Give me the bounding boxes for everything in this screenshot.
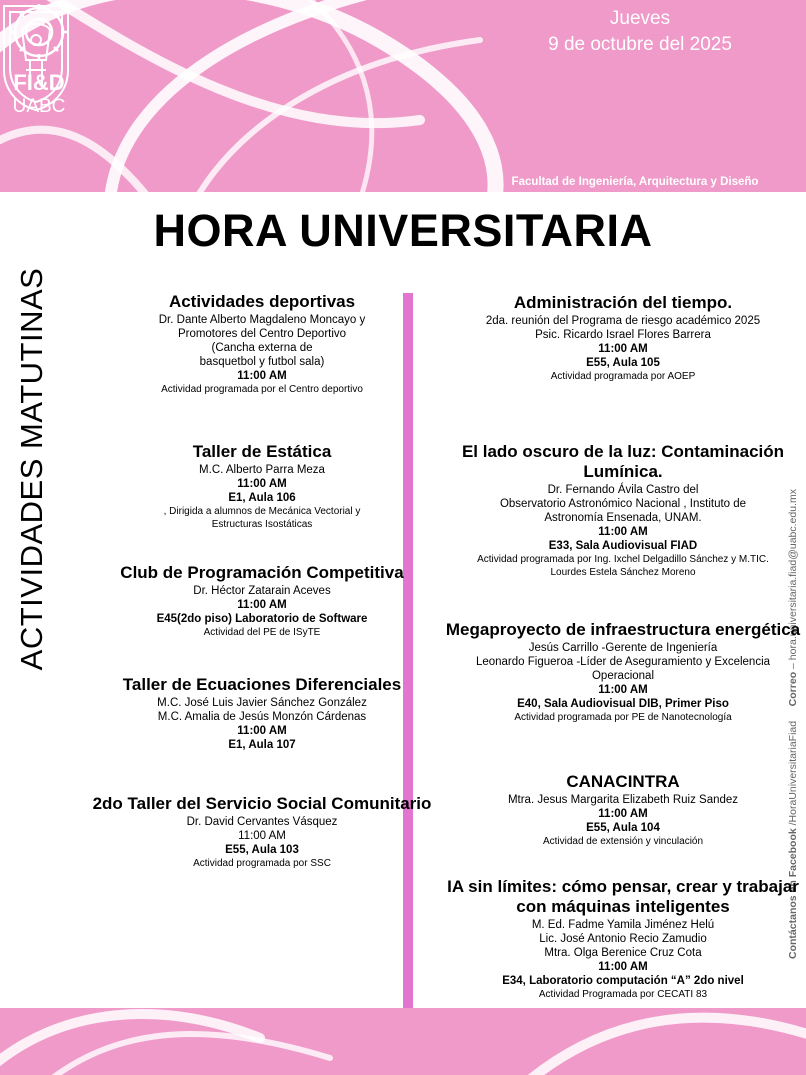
event-block (443, 772, 803, 848)
event-note: Actividad programada por PE de Nanotecnología (514, 712, 732, 723)
event-title: Administración del tiempo. (513, 293, 733, 312)
event-time-place: 11:00 AM (598, 343, 648, 355)
event-time-place: E1, Aula 106 (228, 492, 296, 504)
event-detail: Dr. Héctor Zatarain Aceves (193, 585, 331, 597)
event-note: , Dirigida a alumnos de Mecánica Vectorial y (163, 506, 361, 517)
event-note: Actividad programada por Ing. Ixchel Delgadillo Sánchez y M.TIC. (477, 554, 769, 565)
footer-band (0, 1008, 806, 1075)
event-title: Club de Programación Competitiva (120, 563, 404, 582)
event-title: Megaproyecto de infraestructura energética (445, 620, 801, 639)
email-label: Correo (787, 671, 799, 707)
header-band (0, 0, 806, 192)
event-detail: basquetbol y futbol sala) (199, 356, 325, 368)
event-title: Taller de Estática (192, 442, 332, 461)
decorative-swirls-bottom (0, 1008, 806, 1075)
event-time-place: E40, Sala Audiovisual DIB, Primer Piso (517, 698, 729, 710)
email-address: hora.universitaria.fiad@uabc.edu.mx (787, 489, 799, 661)
event-block (82, 675, 442, 752)
event-detail: M.C. Amalia de Jesús Monzón Cárdenas (157, 711, 367, 723)
faculty-name: Facultad de Ingeniería, Arquitectura y Diseño (511, 176, 759, 188)
event-block (443, 877, 803, 1001)
event-title: CANACINTRA (566, 772, 680, 791)
event-time-place: 11:00 AM (598, 526, 648, 538)
event-note: Actividad de extensión y vinculación (542, 836, 704, 847)
event-time-place: E1, Aula 107 (228, 739, 296, 751)
event-detail: Mtra. Olga Berenice Cruz Cota (544, 947, 702, 959)
event-detail: Observatorio Astronómico Nacional , Instituto de (499, 498, 747, 510)
event-time-place: 11:00 AM (237, 725, 287, 737)
event-date: 9 de octubre del 2025 (548, 34, 732, 55)
event-detail: 11:00 AM (238, 830, 286, 842)
event-time-place: E45(2do piso) Laboratorio de Software (156, 613, 368, 625)
event-block (82, 292, 442, 396)
fiad-uabc-logo (0, 0, 78, 116)
logo-text-bottom: UABC (12, 96, 66, 116)
event-title: 2do Taller del Servicio Social Comunitario (92, 794, 432, 813)
event-day: Jueves (609, 8, 671, 29)
event-title: El lado oscuro de la luz: Contaminación Lumínica. (461, 442, 785, 481)
event-block (82, 794, 442, 870)
event-title: Taller de Ecuaciones Diferenciales (122, 675, 402, 694)
event-detail: Promotores del Centro Deportivo (177, 328, 347, 340)
event-detail: (Cancha externa de (211, 342, 313, 354)
event-time-place: 11:00 AM (598, 961, 648, 973)
event-note: Actividad programada por SSC (193, 858, 331, 869)
event-time-place: E55, Aula 105 (586, 357, 660, 369)
event-detail: Dr. Fernando Ávila Castro del (547, 484, 699, 496)
event-time-place: 11:00 AM (598, 684, 648, 696)
event-time-place: E55, Aula 104 (586, 822, 660, 834)
event-block (443, 293, 803, 383)
email-sep: – (787, 660, 799, 669)
event-detail: Psic. Ricardo Israel Flores Barrera (535, 329, 711, 341)
event-detail: Jesús Carrillo -Gerente de Ingeniería (528, 642, 718, 654)
event-note: Lourdes Estela Sánchez Moreno (550, 567, 696, 578)
event-time-place: 11:00 AM (237, 370, 287, 382)
event-detail: Dr. David Cervantes Vásquez (186, 816, 338, 828)
facebook-label: Contáctanos en Facebook (787, 828, 799, 959)
event-time-place: E33, Sala Audiovisual FIAD (548, 540, 698, 552)
event-note: Estructuras Isostáticas (211, 519, 313, 530)
event-time-place: 11:00 AM (237, 478, 287, 490)
event-detail: M.C. Alberto Parra Meza (199, 464, 325, 476)
event-block (82, 442, 442, 531)
event-title: Actividades deportivas (168, 292, 356, 311)
event-note: Actividad Programada por CECATI 83 (538, 989, 708, 1000)
event-detail: M. Ed. Fadme Yamila Jiménez Helú (531, 919, 715, 931)
event-time-place: E34, Laboratorio computación “A” 2do nivel (502, 975, 744, 987)
event-note: Actividad programada por AOEP (550, 371, 696, 382)
logo-text-top: FI&D (13, 70, 65, 95)
event-detail: M.C. José Luis Javier Sánchez González (157, 697, 367, 709)
page-title: HORA UNIVERSITARIA (153, 205, 653, 256)
event-block (443, 620, 803, 724)
event-block (443, 442, 803, 579)
event-time-place: E55, Aula 103 (225, 844, 299, 856)
event-detail: Lic. José Antonio Recio Zamudio (539, 933, 707, 945)
event-detail: Leonardo Figueroa -Líder de Aseguramiento y Excelencia (475, 656, 771, 668)
section-label: ACTIVIDADES MATUTINAS (14, 267, 49, 671)
facebook-handle: /HoraUniversitariaFiad (787, 720, 799, 826)
event-note: Actividad del PE de ISyTE (203, 627, 321, 638)
event-detail: Dr. Dante Alberto Magdaleno Moncayo y (158, 314, 366, 326)
event-detail: Operacional (591, 670, 654, 682)
event-title: IA sin límites: cómo pensar, crear y trabajar con máquinas inteligentes (447, 877, 799, 916)
event-detail: Astronomía Ensenada, UNAM. (544, 512, 702, 524)
event-block (82, 563, 442, 639)
event-time-place: 11:00 AM (598, 808, 648, 820)
event-detail: Mtra. Jesus Margarita Elizabeth Ruiz Sandez (507, 794, 739, 806)
event-time-place: 11:00 AM (237, 599, 287, 611)
column-divider (403, 293, 413, 1008)
event-detail: 2da. reunión del Programa de riesgo académico 2025 (485, 315, 761, 327)
event-note: Actividad programada por el Centro deportivo (161, 384, 363, 395)
